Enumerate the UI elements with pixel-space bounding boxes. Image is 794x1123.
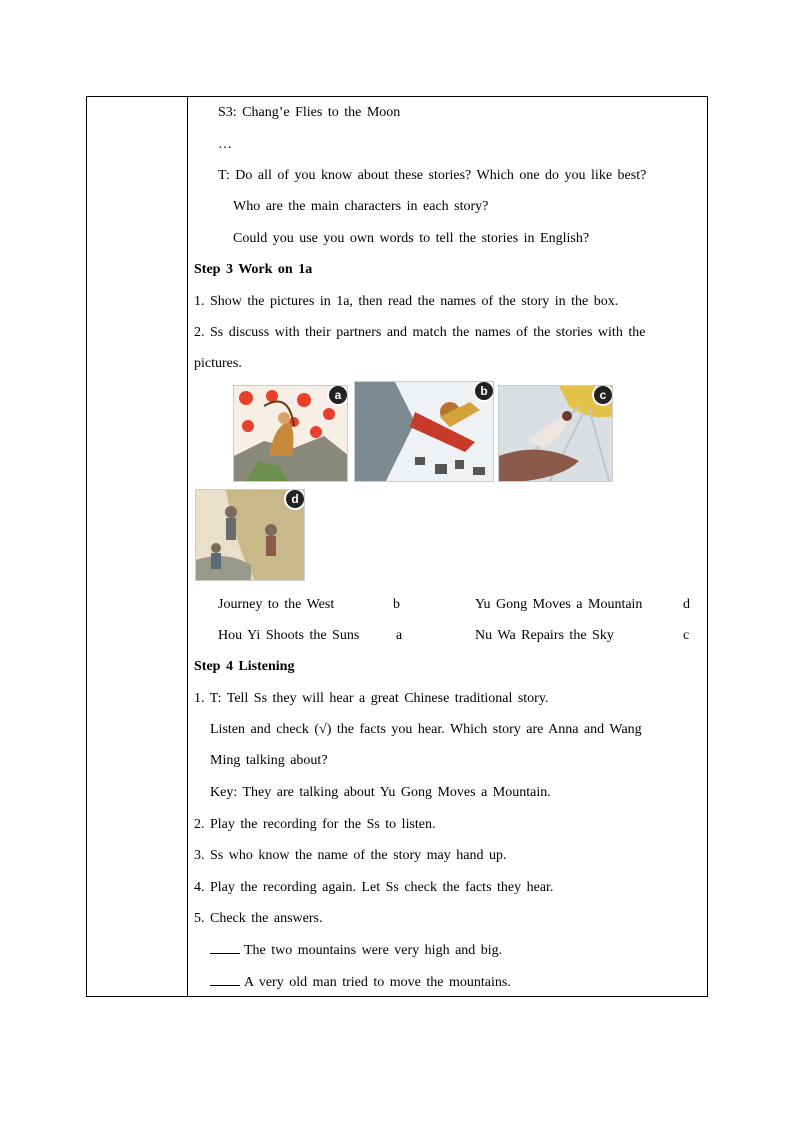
text-line-s3: S3: Chang’e Flies to the Moon [218,105,401,120]
step4-item-1-cont: Listen and check (√) the facts you hear. Which story are Anna and Wang [210,722,642,737]
step4-heading: Step 4 Listening [194,659,295,674]
answer-blank [210,973,240,986]
fact-text: The two mountains were very high and big. [244,943,503,958]
step4-item-1: 1. T: Tell Ss they will hear a great Chinese traditional story. [194,691,549,706]
step4-item-1-cont2: Ming talking about? [210,753,328,768]
match-story-2: Yu Gong Moves a Mountain [475,597,643,612]
picture-c [498,385,613,482]
match-answer-1: b [393,597,400,612]
column-divider [187,97,188,996]
step3-heading: Step 3 Work on 1a [194,262,313,277]
match-story-1: Journey to the West [218,597,335,612]
step3-item-2-cont: pictures. [194,356,242,371]
step4-key: Key: They are talking about Yu Gong Moves a Mountain. [210,785,551,800]
match-story-3: Hou Yi Shoots the Suns [218,628,360,643]
match-answer-3: a [396,628,403,643]
picture-letter: b [473,381,494,402]
match-answer-2: d [683,597,690,612]
step3-item-1: 1. Show the pictures in 1a, then read the names of the story in the box. [194,294,619,309]
fact-row-2 [210,973,511,992]
text-line-t2: Who are the main characters in each story? [233,199,489,214]
fact-row-1 [210,941,502,960]
step4-item-5: 5. Check the answers. [194,911,323,926]
picture-letter: d [284,489,305,510]
text-line-t3: Could you use you own words to tell the stories in English? [233,231,590,246]
match-answer-4: c [683,628,690,643]
text-line-ellipsis: … [218,137,232,152]
answer-blank [210,941,240,954]
step4-item-2: 2. Play the recording for the Ss to listen. [194,817,436,832]
picture-letter: c [592,385,613,406]
picture-letter: a [327,385,348,406]
step4-item-4: 4. Play the recording again. Let Ss check the facts they hear. [194,880,554,895]
picture-d [195,489,305,581]
text-line-t1: T: Do all of you know about these stories? Which one do you like best? [218,168,647,183]
match-story-4: Nu Wa Repairs the Sky [475,628,614,643]
picture-b [354,381,494,482]
step4-item-3: 3. Ss who know the name of the story may hand up. [194,848,507,863]
step3-item-2: 2. Ss discuss with their partners and match the names of the stories with the [194,325,646,340]
monkey-king-illustration-icon [355,382,494,482]
fact-text: A very old man tried to move the mountains. [244,975,511,990]
picture-a [233,385,348,482]
